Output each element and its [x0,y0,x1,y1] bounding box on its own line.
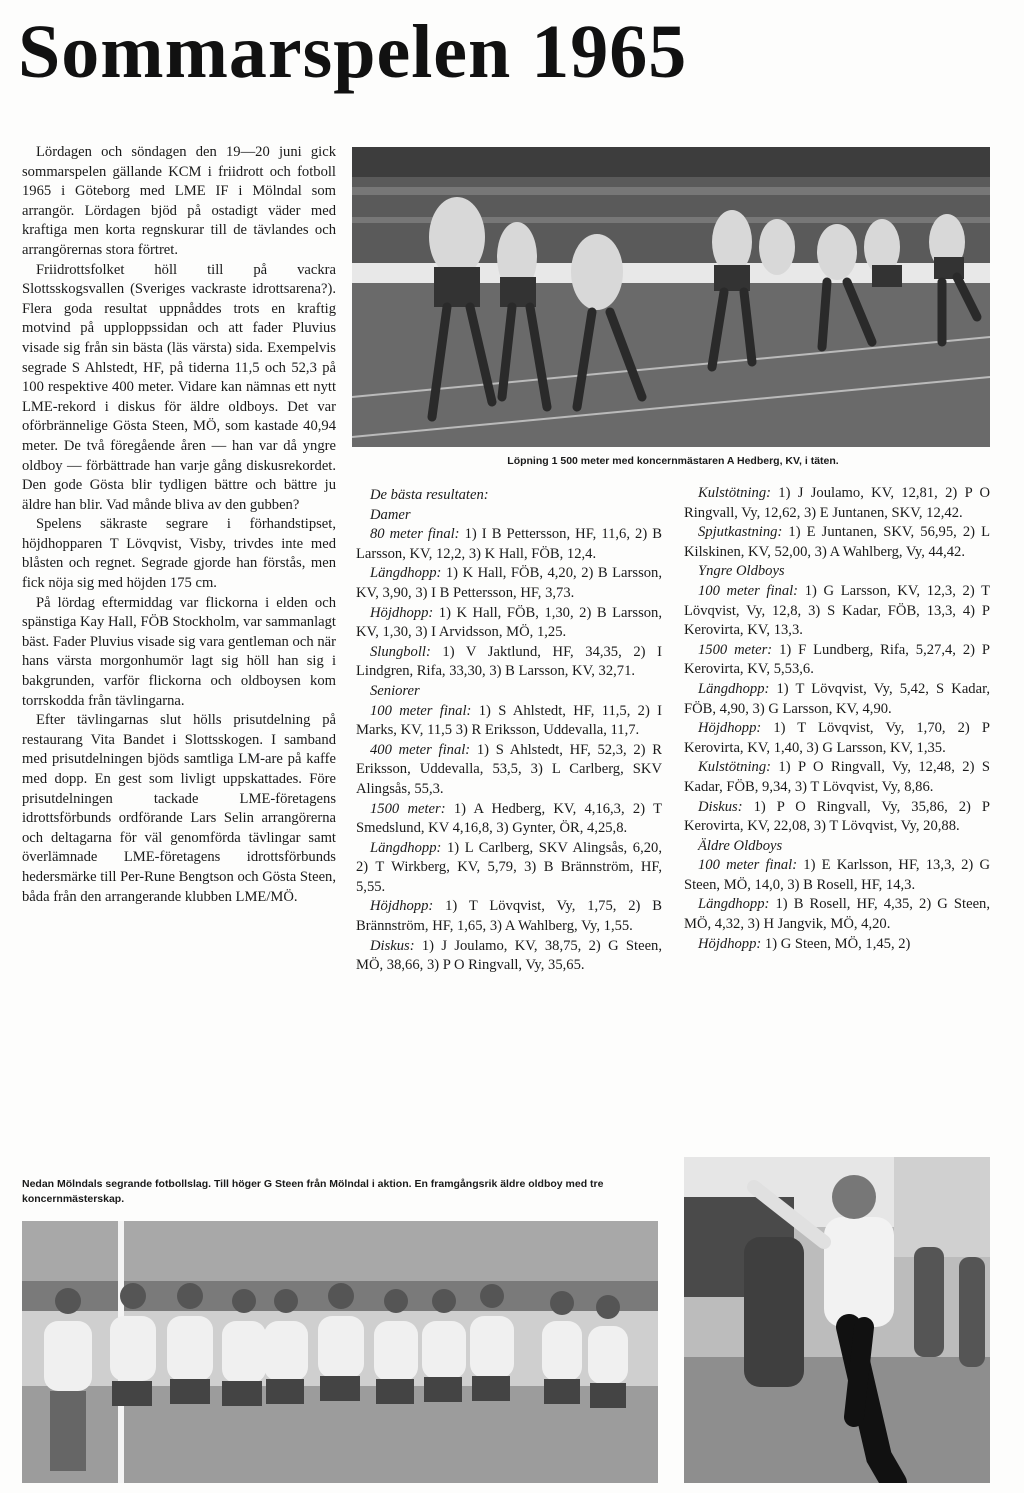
article-paragraph: Efter tävlingarnas slut hölls prisutdelning på restaurang Vita Bandet i Slottsskogen. I samband med prisutdelningen bjöds samtliga LM-are på kaffe med dopp. En gest som livligt uppskattades. Före prisutdelningen tackade LME-företagens idrottsförbunds ordförande Lars Selin arrangörerna och deltagarna för väl genomförda tävlingar samt överlämnade LME-företagens idrottsförbunds hedersmärke till Per-Rune Bengtson och Gösta Steen, båda från den arrangerande klubben LME/MÖ. [22,712,336,905]
photo-football-team [22,1221,658,1483]
result-entry [356,702,662,741]
result-event: Höjdhopp: [698,935,762,952]
result-text: 1) T Lövqvist, Vy, 1,75, 2) B Brännström, HF, 1,65, 3) A Wahlberg, Vy, 1,55. [356,898,662,935]
result-text: 1) V Jaktlund, HF, 34,35, 2) I Lindgren, Rifa, 33,30, 3) B Larsson, KV, 32,71. [356,643,662,680]
result-text: 1) G Larsson, KV, 12,3, 2) T Lövqvist, Vy, 12,8, 3) S Kadar, FÖB, 13,3, 4) P Kerovirta, KV, 13,3. [684,582,990,639]
article-column [22,143,336,907]
result-event: 400 meter final: [370,741,471,758]
results-column-mid [356,486,662,976]
result-entry [356,564,662,603]
result-text: 1) E Karlsson, HF, 13,3, 2) G Steen, MÖ, 14,0, 3) B Rosell, HF, 14,3. [684,857,990,893]
result-event: Kulstötning: [698,485,771,501]
result-text: 1) A Hedberg, KV, 4,16,3, 2) T Smedslund, KV 4,16,8, 3) Gynter, ÖR, 4,25,8. [356,800,662,837]
result-event: Diskus: [698,798,743,815]
results-group-heading: Yngre Oldboys [698,563,785,580]
result-entry [684,798,990,837]
result-entry [356,839,662,898]
article-paragraph: Spelens säkraste segrare i förhandstipset, höjdhopparen T Lövqvist, Visby, trivdes inte med blåsten och regnet. Segrade gjorde han förstås, men fick nöja sig med höjden 175 cm. [22,516,336,592]
article-paragraph: Friidrottsfolket höll till på vackra Slottsskogsvallen (Sveriges vackraste idrottsarena?). Flera goda resultat uppnåddes trots en kraftig motvind på upploppssidan och att fader Pluvius visade sig från sin bästa (läs värsta) sida. Exempelvis segrade S Ahlstedt, HF, på tiderna 11,5 och 52,3 på 100 respektive 400 meter. Vidare kan nämnas ett nytt LME-rekord i diskus för äldre oldboys. Det var oförbrännelige Gösta Steen, MÖ, som kastade 40,94 meter. De två föregående åren — han var då yngre oldboy — förbättrade han varje gång diskusrekordet. Den gode Gösta blir tydligen bättre och bättre ju äldre han blir. Vad månde bliva av den gubben? [22,261,336,513]
photo-runners [352,147,990,447]
result-text: 1) G Steen, MÖ, 1,45, 2) [761,935,911,952]
result-entry [356,800,662,839]
result-entry [356,937,662,976]
result-text: 1) S Ahlstedt, HF, 11,5, 2) I Marks, KV, 11,5 3) R Eriksson, Uddevalla, 11,7. [356,702,662,739]
result-event: Längdhopp: [698,896,770,913]
result-entry [684,719,990,758]
result-event: 1500 meter: [698,641,773,658]
result-event: Längdhopp: [370,839,442,856]
page-title: Sommarspelen 1965 [18,10,688,94]
result-text: 1) P O Ringvall, Vy, 35,86, 2) P Kerovirta, KV, 22,08, 3) T Lövqvist, Vy, 20,88. [684,798,990,835]
result-entry [356,741,662,800]
result-event: 100 meter final: [698,857,798,874]
result-entry [684,641,990,680]
result-entry [356,604,662,643]
result-event: 80 meter final: [370,526,460,543]
result-entry [356,525,662,564]
result-event: 100 meter final: [370,702,472,719]
article-paragraph: Lördagen och söndagen den 19—20 juni gick sommarspelen gällande KCM i friidrott och fotboll 1965 i Göteborg med LME IF i Mölndal som arrangör. Lördagen bjöd på ostadigt väder med kraftiga men korta regnskurar till de tävlandes och arrangörernas stora förtret. [22,144,336,258]
results-group-heading: Damer [370,506,411,523]
result-event: 100 meter final: [698,582,799,599]
result-text: 1) S Ahlstedt, HF, 52,3, 2) R Eriksson, Uddevalla, 53,5, 3) L Carlberg, SKV Alingsås, 55,3. [356,741,662,797]
result-event: Höjdhopp: [698,720,762,737]
article-paragraph: På lördag eftermiddag var flickorna i elden och spänstiga Kay Hall, FÖB Stockholm, var sammanlagt bäst. Fader Pluvius visade sig vara gentleman och när hans värsta morgonhumör lagt sig höll han sig i bakgrunden, varför flickorna och oldboysen kom torrskodda från tävlingarna. [22,594,336,709]
result-text: 1) L Carlberg, SKV Alingsås, 6,20, 2) T Wirkberg, KV, 5,79, 3) B Brännström, HF, 5,55. [356,839,662,895]
result-event: Kulstötning: [698,759,771,776]
result-text: 1) K Hall, FÖB, 1,30, 2) B Larsson, KV, 1,30, 3) I Arvidsson, MÖ, 1,25. [356,604,662,641]
result-event: Slungboll: [370,643,431,660]
result-text: 1) T Lövqvist, Vy, 1,70, 2) P Kerovirta, KV, 1,40, 3) G Larsson, KV, 1,35. [684,720,990,756]
result-entry [684,582,990,641]
result-event: Längdhopp: [698,680,770,697]
result-entry [356,643,662,682]
result-text: 1) E Juntanen, SKV, 56,95, 2) L Kilskinen, KV, 52,00, 3) A Wahlberg, Vy, 44,42. [684,524,990,560]
result-text: 1) F Lundberg, Rifa, 5,27,4, 2) P Kerovirta, KV, 5,53,6. [684,641,990,678]
result-text: 1) P O Ringvall, Vy, 12,48, 2) S Kadar, FÖB, 9,34, 3) T Lövqvist, Vy, 8,86. [684,759,990,795]
result-event: Längdhopp: [370,565,442,582]
result-text: 1) T Lövqvist, Vy, 5,42, S Kadar, FÖB, 4,90, 3) G Larsson, KV, 4,90. [684,680,990,717]
result-event: Spjutkastning: [698,524,783,541]
result-entry [684,523,990,562]
results-group-heading: Seniorer [370,682,420,699]
photo-discus-thrower [684,1157,990,1483]
result-text: 1) I B Pettersson, HF, 11,6, 2) B Larsson, KV, 12,2, 3) K Hall, FÖB, 12,4. [356,526,662,562]
results-group-heading: Äldre Oldboys [698,837,783,854]
result-entry [356,897,662,936]
photo-caption: Nedan Mölndals segrande fotbollslag. Till höger G Steen från Mölndal i aktion. En framgångsrik äldre oldboy med tre koncernmästerskap. [22,1178,604,1205]
results-column-right [684,484,990,954]
result-entry [684,680,990,719]
result-event: Diskus: [370,937,415,954]
result-entry [684,758,990,797]
results-heading: De bästa resultaten: [370,487,489,503]
result-entry [684,935,990,955]
result-entry [684,895,990,934]
result-event: Höjdhopp: [370,898,434,915]
result-text: 1) B Rosell, HF, 4,35, 2) G Steen, MÖ, 4,32, 3) H Jangvik, MÖ, 4,20. [684,896,990,933]
photo-caption: Löpning 1 500 meter med koncernmästaren A Hedberg, KV, i täten. [507,455,839,467]
result-event: Höjdhopp: [370,604,434,621]
result-text: 1) J Joulamo, KV, 12,81, 2) P O Ringvall, Vy, 12,62, 3) E Juntanen, SKV, 12,42. [684,485,990,521]
result-entry [684,484,990,523]
result-entry [684,856,990,895]
result-text: 1) K Hall, FÖB, 4,20, 2) B Larsson, KV, 3,90, 3) I B Pettersson, HF, 3,73. [356,565,662,601]
result-event: 1500 meter: [370,800,446,817]
result-text: 1) J Joulamo, KV, 38,75, 2) G Steen, MÖ, 38,66, 3) P O Ringvall, Vy, 35,65. [356,937,662,974]
